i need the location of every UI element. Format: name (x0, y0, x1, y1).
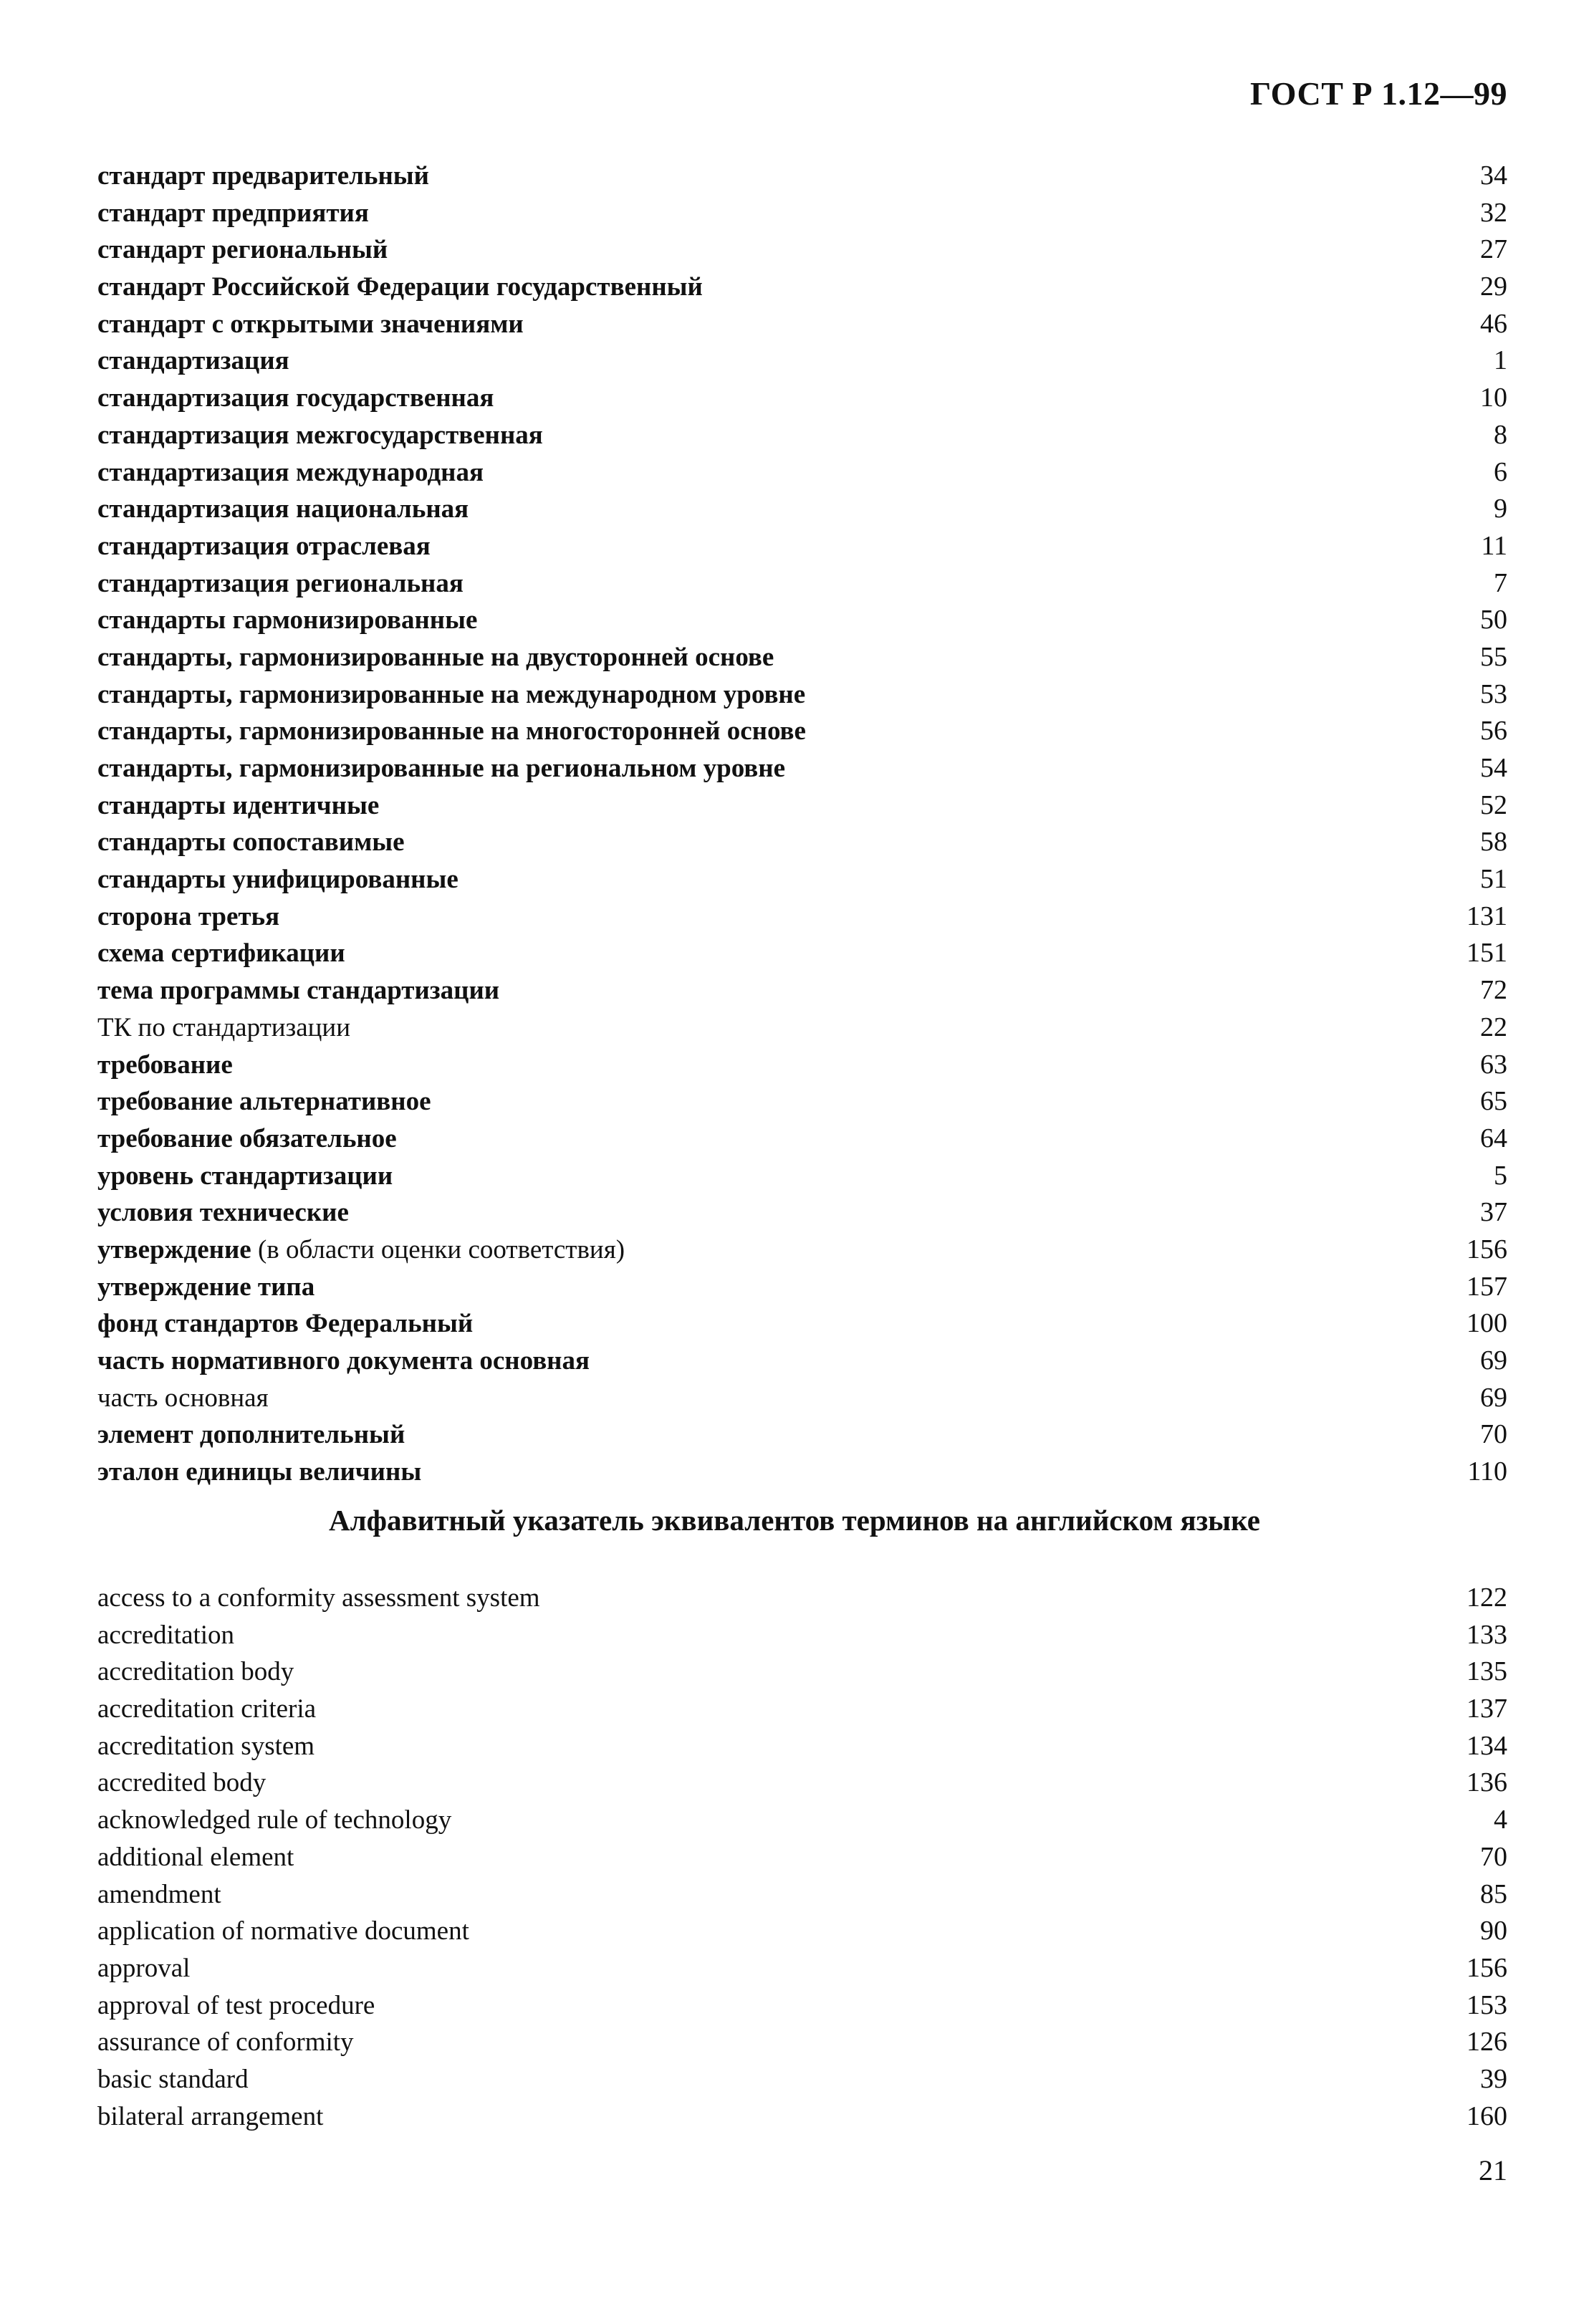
index-entry-term-text: стандартизация отраслевая (97, 531, 431, 561)
index-entry-term (97, 750, 785, 787)
index-entry-term (97, 1083, 431, 1120)
index-entry (97, 1913, 1507, 1950)
index-entry (97, 935, 1507, 972)
index-entry-term-text: стандарт предприятия (97, 198, 369, 228)
index-entry-number: 126 (1466, 2027, 1507, 2057)
index-entry-number: 10 (1480, 383, 1507, 413)
index-entry-term-note: (в области оценки соответствия) (251, 1234, 625, 1264)
index-entry-term-text: условия технические (97, 1198, 349, 1228)
index-entry (97, 898, 1507, 936)
index-entry-number: 134 (1466, 1730, 1507, 1761)
index-entry-term (97, 269, 703, 306)
index-entry-term (97, 491, 469, 528)
index-entry-number: 65 (1480, 1086, 1507, 1117)
index-entry-number: 70 (1480, 1419, 1507, 1450)
index-entry-number: 58 (1480, 827, 1507, 858)
index-entry-term (97, 676, 805, 714)
index-entry-term-text: сторона третья (97, 901, 280, 931)
page-number: 21 (1479, 2154, 1507, 2186)
index-entry-term (97, 1580, 540, 1617)
index-entry-number: 64 (1480, 1123, 1507, 1153)
index-entry-number: 29 (1480, 272, 1507, 302)
index-entry (97, 1728, 1507, 1765)
index-entry (97, 1047, 1507, 1084)
index-entry-number: 156 (1466, 1952, 1507, 1983)
index-entry-term-text: стандартизация национальная (97, 494, 469, 524)
index-entry-term (97, 1231, 625, 1269)
index-entry-term (97, 1802, 451, 1839)
index-entry-number: 156 (1466, 1234, 1507, 1264)
index-entry-term-text: элемент дополнительный (97, 1420, 405, 1450)
index-entry (97, 1839, 1507, 1876)
index-entry-term (97, 1305, 473, 1343)
index-entry-term (97, 306, 524, 343)
index-entry-term (97, 1839, 294, 1876)
index-entry-number: 53 (1480, 678, 1507, 709)
index-entry-term (97, 2098, 323, 2136)
index-entry-term (97, 1009, 350, 1047)
index-entry-term (97, 1416, 405, 1454)
index-entry-number: 55 (1480, 641, 1507, 672)
index-entry-number: 34 (1480, 160, 1507, 191)
index-entry-term-text: application of normative document (97, 1916, 469, 1946)
index-entry-term-text: acknowledged rule of technology (97, 1805, 452, 1835)
index-entry (97, 454, 1507, 491)
index-entry-number: 133 (1466, 1619, 1507, 1650)
index-entry-number: 85 (1480, 1878, 1507, 1909)
index-entry-term (97, 2024, 354, 2061)
index-entry (97, 1305, 1507, 1343)
index-entry (97, 1231, 1507, 1269)
index-entry-number: 46 (1480, 308, 1507, 339)
index-entry (97, 1454, 1507, 1491)
index-entry-number: 39 (1480, 2063, 1507, 2094)
english-term-index (97, 1580, 1507, 2135)
index-entry-term-text: требование обязательное (97, 1123, 397, 1153)
index-entry-term-text: схема сертификации (97, 938, 345, 969)
index-entry (97, 1416, 1507, 1454)
index-entry (97, 2024, 1507, 2061)
index-entry (97, 1987, 1507, 2025)
index-entry-number: 90 (1480, 1916, 1507, 1946)
index-entry (97, 1764, 1507, 1802)
index-entry-term-text: стандарты унифицированные (97, 865, 459, 895)
index-entry-term-text: стандарт Российской Федерации государственный (97, 272, 703, 302)
index-entry-term-text: требование (97, 1050, 233, 1080)
index-entry-term (97, 1194, 349, 1231)
index-entry-number: 6 (1494, 456, 1507, 487)
index-entry-number: 69 (1480, 1382, 1507, 1413)
index-entry (97, 713, 1507, 750)
index-entry-number: 70 (1480, 1841, 1507, 1872)
index-entry-term (97, 1343, 590, 1380)
index-entry (97, 342, 1507, 380)
index-entry-term (97, 1653, 294, 1691)
index-entry-term-text: approval of test procedure (97, 1990, 375, 2020)
index-entry-number: 122 (1466, 1583, 1507, 1613)
index-entry (97, 602, 1507, 639)
index-entry-number: 135 (1466, 1656, 1507, 1687)
index-entry-term-text: стандарты идентичные (97, 790, 380, 820)
index-entry-term (97, 454, 484, 491)
index-entry (97, 269, 1507, 306)
index-entry (97, 861, 1507, 898)
index-entry-term (97, 1764, 266, 1802)
index-entry-number: 9 (1494, 494, 1507, 524)
index-entry (97, 528, 1507, 565)
index-entry (97, 1194, 1507, 1231)
index-entry-term-text: утверждение типа (97, 1272, 315, 1302)
index-entry-term-text: стандарт с открытыми значениями (97, 309, 524, 339)
index-entry-number: 7 (1494, 567, 1507, 598)
index-entry-term (97, 342, 289, 380)
index-entry-number: 32 (1480, 197, 1507, 228)
russian-term-index (97, 158, 1507, 1491)
index-entry-term-text: фонд стандартов Федеральный (97, 1309, 474, 1339)
index-entry-number: 136 (1466, 1767, 1507, 1798)
index-entry-term-text: тема программы стандартизации (97, 976, 500, 1006)
index-entry-term (97, 195, 369, 232)
index-entry-term-text: additional element (97, 1842, 294, 1872)
index-entry-number: 11 (1481, 530, 1507, 561)
index-entry-number: 153 (1466, 1989, 1507, 2020)
index-entry-term (97, 1120, 397, 1158)
index-entry (97, 1083, 1507, 1120)
index-entry-number: 69 (1480, 1345, 1507, 1375)
index-entry (97, 676, 1507, 714)
index-entry-term-text: accreditation body (97, 1657, 294, 1687)
index-entry (97, 1653, 1507, 1691)
index-entry-term-text: стандарты, гармонизированные на региональном уровне (97, 754, 786, 783)
index-entry-term-text: basic standard (97, 2064, 249, 2094)
index-entry (97, 1343, 1507, 1380)
index-entry-term (97, 1047, 233, 1084)
index-entry-term (97, 935, 345, 972)
index-entry (97, 1380, 1507, 1417)
index-entry (97, 380, 1507, 417)
index-entry-term (97, 380, 494, 417)
index-entry-term-text: стандартизация международная (97, 457, 484, 487)
index-entry-term-text: часть основная (97, 1383, 269, 1413)
index-entry-term (97, 1728, 315, 1765)
index-entry (97, 417, 1507, 454)
index-entry-term (97, 639, 774, 676)
index-entry (97, 1269, 1507, 1306)
index-entry-term-text: стандарты, гармонизированные на международном уровне (97, 679, 806, 709)
index-entry (97, 1802, 1507, 1839)
index-entry-term-text: эталон единицы величины (97, 1457, 422, 1487)
index-entry-term-text: стандарт региональный (97, 235, 388, 265)
index-entry-term (97, 158, 429, 195)
index-entry-number: 131 (1466, 901, 1507, 931)
index-entry-number: 110 (1467, 1456, 1507, 1487)
index-entry-term-text: стандарты, гармонизированные на многосторонней основе (97, 716, 806, 746)
index-entry (97, 231, 1507, 269)
index-entry (97, 824, 1507, 861)
index-entry (97, 158, 1507, 195)
index-entry-term (97, 787, 379, 825)
index-entry-number: 100 (1466, 1308, 1507, 1339)
index-entry-number: 4 (1494, 1805, 1507, 1835)
index-entry-number: 52 (1480, 789, 1507, 820)
index-entry-term-text: стандарты гармонизированные (97, 605, 478, 635)
index-entry-number: 50 (1480, 605, 1507, 635)
index-entry (97, 787, 1507, 825)
index-entry-term-text: accreditation system (97, 1731, 315, 1761)
index-entry-term (97, 231, 388, 269)
index-entry-term-text: approval (97, 1953, 191, 1983)
index-entry-term (97, 1269, 315, 1306)
index-entry-term-text: accreditation (97, 1620, 235, 1650)
index-entry-term-text: стандартизация государственная (97, 383, 494, 413)
index-entry-term (97, 1158, 393, 1195)
index-entry (97, 1009, 1507, 1047)
index-entry-term-text: стандартизация межгосударственная (97, 420, 543, 450)
section-title-english-index: Алфавитный указатель эквивалентов терминов на английском языке (329, 1504, 1260, 1537)
index-entry-term (97, 1987, 375, 2025)
index-entry-number: 22 (1480, 1012, 1507, 1042)
index-entry-term (97, 898, 279, 936)
index-entry-term (97, 713, 806, 750)
index-entry-number: 5 (1494, 1160, 1507, 1191)
index-entry-number: 151 (1466, 938, 1507, 969)
index-entry-number: 51 (1480, 864, 1507, 895)
index-entry-number: 8 (1494, 419, 1507, 450)
index-entry-term-text: часть нормативного документа основная (97, 1346, 590, 1375)
index-entry (97, 1691, 1507, 1728)
index-entry-number: 160 (1466, 2100, 1507, 2131)
document-header: ГОСТ Р 1.12—99 (1250, 75, 1507, 112)
index-entry-number: 27 (1480, 234, 1507, 265)
index-entry-number: 72 (1480, 975, 1507, 1006)
index-entry (97, 306, 1507, 343)
index-entry-number: 137 (1466, 1694, 1507, 1724)
index-entry (97, 195, 1507, 232)
index-entry-number: 1 (1494, 345, 1507, 376)
index-entry-term (97, 565, 464, 602)
index-entry-term-text: bilateral arrangement (97, 2101, 324, 2131)
index-entry-number: 63 (1480, 1049, 1507, 1080)
index-entry-number: 54 (1480, 753, 1507, 783)
index-entry (97, 1158, 1507, 1195)
index-entry (97, 972, 1507, 1009)
index-entry (97, 750, 1507, 787)
index-entry-term (97, 1454, 421, 1491)
index-entry-term (97, 824, 405, 861)
index-entry (97, 491, 1507, 528)
index-entry (97, 1580, 1507, 1617)
index-entry (97, 1950, 1507, 1987)
index-entry-term-text: требование альтернативное (97, 1087, 431, 1117)
index-entry-number: 157 (1466, 1271, 1507, 1302)
index-entry-term-text: стандартизация (97, 346, 289, 376)
index-entry (97, 2061, 1507, 2098)
index-entry-term-text: access to a conformity assessment system (97, 1583, 540, 1613)
index-entry-number: 56 (1480, 716, 1507, 746)
index-entry-term-text: уровень стандартизации (97, 1161, 393, 1191)
index-entry (97, 1120, 1507, 1158)
index-entry-term (97, 528, 431, 565)
index-entry-term (97, 1617, 234, 1654)
index-entry-term-text: amendment (97, 1879, 221, 1909)
index-entry-term-text: стандарты, гармонизированные на двусторонней основе (97, 642, 774, 672)
index-entry-term (97, 1380, 269, 1417)
index-entry-term (97, 1950, 190, 1987)
index-entry-term (97, 861, 459, 898)
index-entry-term-text: ТК по стандартизации (97, 1012, 351, 1042)
index-entry-term-text: accreditation criteria (97, 1694, 317, 1724)
index-entry-term-text: стандарты сопоставимые (97, 827, 405, 858)
index-entry-term-text: accredited body (97, 1768, 267, 1798)
index-entry-term (97, 602, 477, 639)
index-entry-term-text: стандарт предварительный (97, 161, 429, 191)
index-entry (97, 1876, 1507, 1914)
index-entry-term-text: assurance of conformity (97, 2027, 354, 2057)
index-entry-term (97, 1876, 221, 1914)
index-entry-term-text: утверждение (97, 1234, 251, 1264)
index-entry-term (97, 417, 543, 454)
index-entry (97, 1617, 1507, 1654)
index-entry (97, 2098, 1507, 2136)
index-entry-number: 37 (1480, 1197, 1507, 1228)
index-entry (97, 565, 1507, 602)
index-entry (97, 639, 1507, 676)
index-entry-term (97, 972, 499, 1009)
index-entry-term-text: стандартизация региональная (97, 568, 464, 598)
index-entry-term (97, 1913, 469, 1950)
index-entry-term (97, 1691, 316, 1728)
index-entry-term (97, 2061, 249, 2098)
